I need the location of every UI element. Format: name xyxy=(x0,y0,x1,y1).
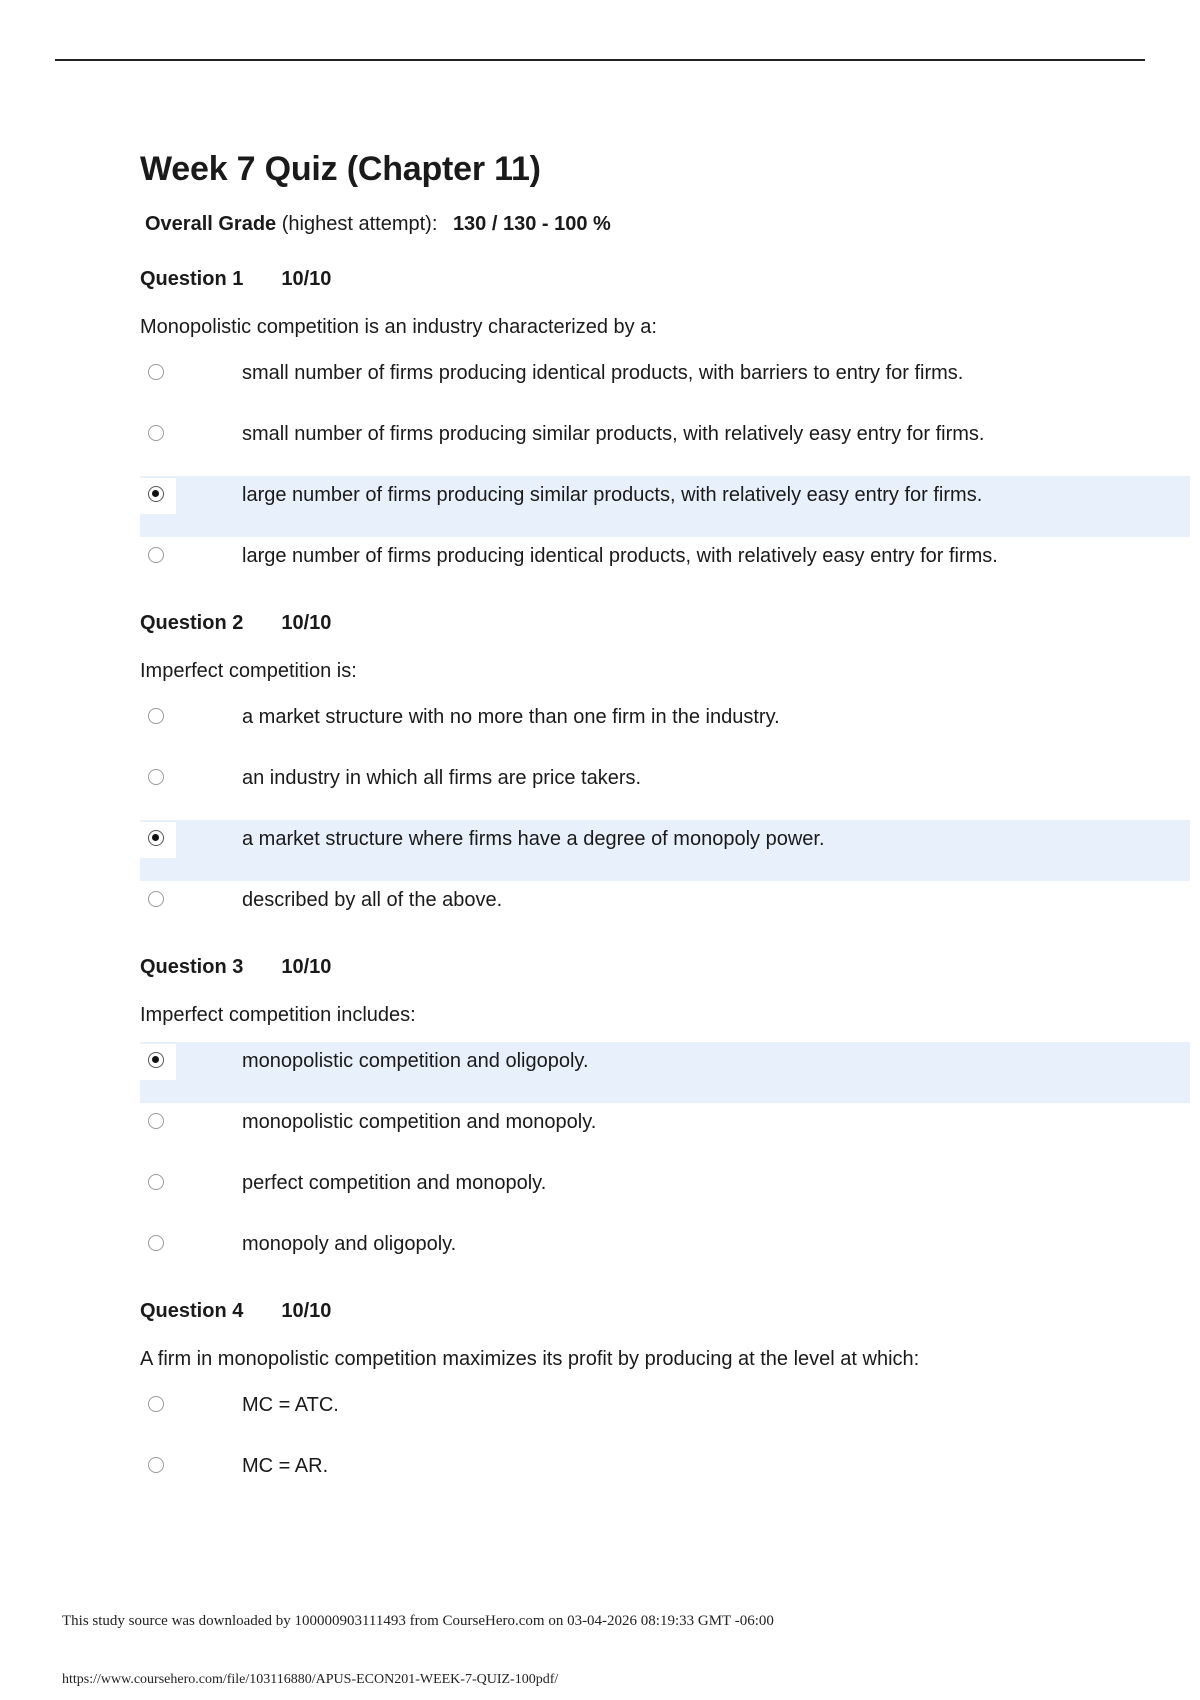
answer-text: large number of firms producing identical products, with relatively easy entry for firms. xyxy=(242,545,998,567)
radio-unselected-icon[interactable] xyxy=(148,1174,164,1190)
radio-unselected-icon[interactable] xyxy=(148,547,164,563)
answer-option-selected[interactable] xyxy=(140,1042,1190,1103)
question-3 xyxy=(140,952,1190,1286)
answer-text: perfect competition and monopoly. xyxy=(242,1172,547,1194)
question-1 xyxy=(140,264,1190,598)
radio-unselected-icon[interactable] xyxy=(148,891,164,907)
url-footer: https://www.coursehero.com/file/103116880/APUS-ECON201-WEEK-7-QUIZ-100pdf/ xyxy=(62,1672,559,1687)
answer-text: monopolistic competition and monopoly. xyxy=(242,1111,597,1133)
radio-unselected-icon[interactable] xyxy=(148,769,164,785)
answer-text: described by all of the above. xyxy=(242,889,503,911)
radio-unselected-icon[interactable] xyxy=(148,708,164,724)
question-text: Monopolistic competition is an industry characterized by a: xyxy=(140,316,657,338)
question-4 xyxy=(140,1296,1190,1508)
answer-option[interactable] xyxy=(140,1447,1190,1508)
question-score: 10/10 xyxy=(281,1300,332,1322)
question-score: 10/10 xyxy=(281,268,332,290)
answer-option-selected[interactable] xyxy=(140,820,1190,881)
answer-option[interactable] xyxy=(140,881,1190,942)
grade-label: Overall Grade xyxy=(145,213,277,235)
question-score: 10/10 xyxy=(281,612,332,634)
answer-text: an industry in which all firms are price takers. xyxy=(242,767,642,789)
answer-option[interactable] xyxy=(140,759,1190,820)
source-footer: This study source was downloaded by 100000903111493 from CourseHero.com on 03-04-2026 08:19:33 GMT -06:00 xyxy=(62,1613,774,1629)
answer-option-selected[interactable] xyxy=(140,476,1190,537)
question-2 xyxy=(140,608,1190,942)
page-title: Week 7 Quiz (Chapter 11) xyxy=(140,150,541,188)
answer-text: small number of firms producing similar products, with relatively easy entry for firms. xyxy=(242,423,985,445)
question-text: Imperfect competition includes: xyxy=(140,1004,416,1026)
answer-text: large number of firms producing similar products, with relatively easy entry for firms. xyxy=(242,484,983,506)
answer-list xyxy=(140,1386,1190,1508)
answer-list xyxy=(140,1042,1190,1286)
radio-unselected-icon[interactable] xyxy=(148,425,164,441)
question-label: Question 2 xyxy=(140,612,244,634)
top-divider xyxy=(55,59,1145,61)
question-label: Question 4 xyxy=(140,1300,244,1322)
radio-selected-icon[interactable] xyxy=(148,1052,164,1068)
question-header xyxy=(140,1296,1190,1326)
question-text: Imperfect competition is: xyxy=(140,660,357,682)
answer-list xyxy=(140,354,1190,598)
radio-unselected-icon[interactable] xyxy=(148,1457,164,1473)
question-header xyxy=(140,264,1190,294)
radio-unselected-icon[interactable] xyxy=(148,364,164,380)
radio-selected-icon[interactable] xyxy=(148,486,164,502)
answer-option[interactable] xyxy=(140,1164,1190,1225)
answer-option[interactable] xyxy=(140,1225,1190,1286)
answer-text: monopolistic competition and oligopoly. xyxy=(242,1050,589,1072)
overall-grade xyxy=(145,213,1190,236)
answer-option[interactable] xyxy=(140,1386,1190,1447)
grade-qualifier: (highest attempt): xyxy=(281,213,438,235)
question-text: A firm in monopolistic competition maximizes its profit by producing at the level at which: xyxy=(140,1348,920,1370)
question-label: Question 1 xyxy=(140,268,244,290)
question-header xyxy=(140,608,1190,638)
question-score: 10/10 xyxy=(281,956,332,978)
question-label: Question 3 xyxy=(140,956,244,978)
radio-unselected-icon[interactable] xyxy=(148,1235,164,1251)
quiz-content xyxy=(140,150,1190,1518)
answer-list xyxy=(140,698,1190,942)
answer-text: MC = AR. xyxy=(242,1455,329,1477)
grade-value: 130 / 130 - 100 % xyxy=(452,213,611,235)
answer-text: a market structure where firms have a degree of monopoly power. xyxy=(242,828,825,850)
answer-text: small number of firms producing identical products, with barriers to entry for firms. xyxy=(242,362,964,384)
radio-unselected-icon[interactable] xyxy=(148,1113,164,1129)
answer-text: MC = ATC. xyxy=(242,1394,339,1416)
answer-text: a market structure with no more than one firm in the industry. xyxy=(242,706,780,728)
answer-option[interactable] xyxy=(140,415,1190,476)
radio-unselected-icon[interactable] xyxy=(148,1396,164,1412)
radio-selected-icon[interactable] xyxy=(148,830,164,846)
answer-option[interactable] xyxy=(140,698,1190,759)
question-header xyxy=(140,952,1190,982)
answer-text: monopoly and oligopoly. xyxy=(242,1233,457,1255)
answer-option[interactable] xyxy=(140,1103,1190,1164)
answer-option[interactable] xyxy=(140,354,1190,415)
answer-option[interactable] xyxy=(140,537,1190,598)
